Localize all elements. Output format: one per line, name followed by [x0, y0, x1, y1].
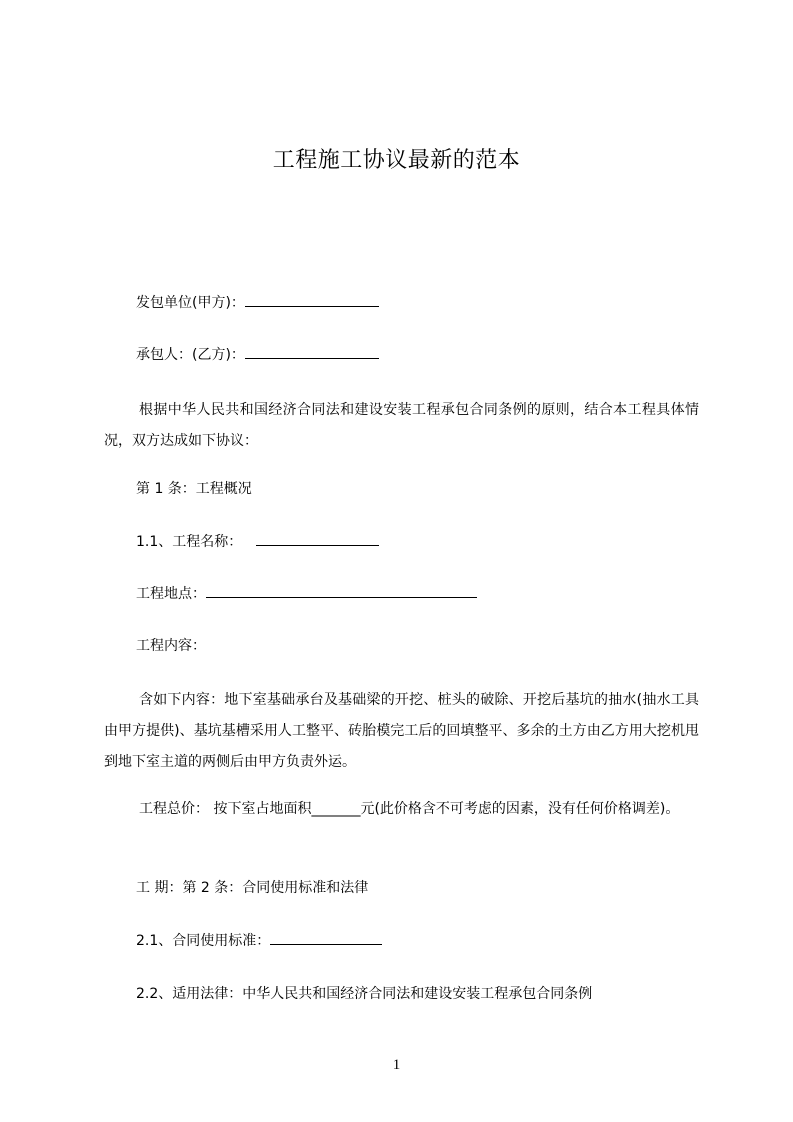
- project-name-label: 1.1、工程名称：: [136, 534, 243, 550]
- party-b-blank: [245, 344, 379, 359]
- project-location-label: 工程地点：: [136, 586, 206, 602]
- project-location-line: [136, 583, 477, 604]
- preamble-paragraph: 根据中华人民共和国经济合同法和建设安装工程承包合同条例的原则，结合本工程具体情况，双方达成如下协议：: [104, 402, 699, 449]
- applicable-law-line: 2.2、适用法律：中华人民共和国经济合同法和建设安装工程承包合同条例: [136, 986, 593, 1002]
- contract-standard-line: [136, 930, 382, 951]
- party-b-line: [136, 344, 379, 365]
- period-article-2-line: 工 期：第 2 条：合同使用标准和法律: [136, 880, 369, 896]
- project-name-blank: [256, 531, 379, 546]
- project-content-paragraph: 含如下内容：地下室基础承台及基础梁的开挖、桩头的破除、开挖后基坑的抽水(抽水工具由甲方提供)、基坑基槽采用人工整平、砖胎模完工后的回填整平、多余的土方由乙方用大挖机甩到地下室主道的两侧后由甲方负责外运。: [104, 692, 699, 770]
- document-title: 工程施工协议最新的范本: [272, 148, 521, 173]
- contract-standard-blank: [270, 930, 382, 945]
- project-location-blank: [206, 583, 477, 598]
- party-a-line: [136, 292, 379, 313]
- page-number: 1: [392, 1057, 401, 1073]
- total-price-paragraph: 工程总价： 按下室占地面积_______元(此价格含不可考虑的因素，没有任何价格调差)。: [139, 801, 680, 817]
- project-name-line: [136, 531, 379, 552]
- party-a-label: 发包单位(甲方)：: [136, 295, 245, 311]
- contract-standard-label: 2.1、合同使用标准：: [136, 933, 271, 949]
- project-content-label: 工程内容：: [136, 638, 206, 654]
- article-1-heading: 第 1 条：工程概况: [136, 481, 252, 497]
- party-a-blank: [245, 292, 379, 307]
- party-b-label: 承包人：(乙方)：: [136, 347, 245, 363]
